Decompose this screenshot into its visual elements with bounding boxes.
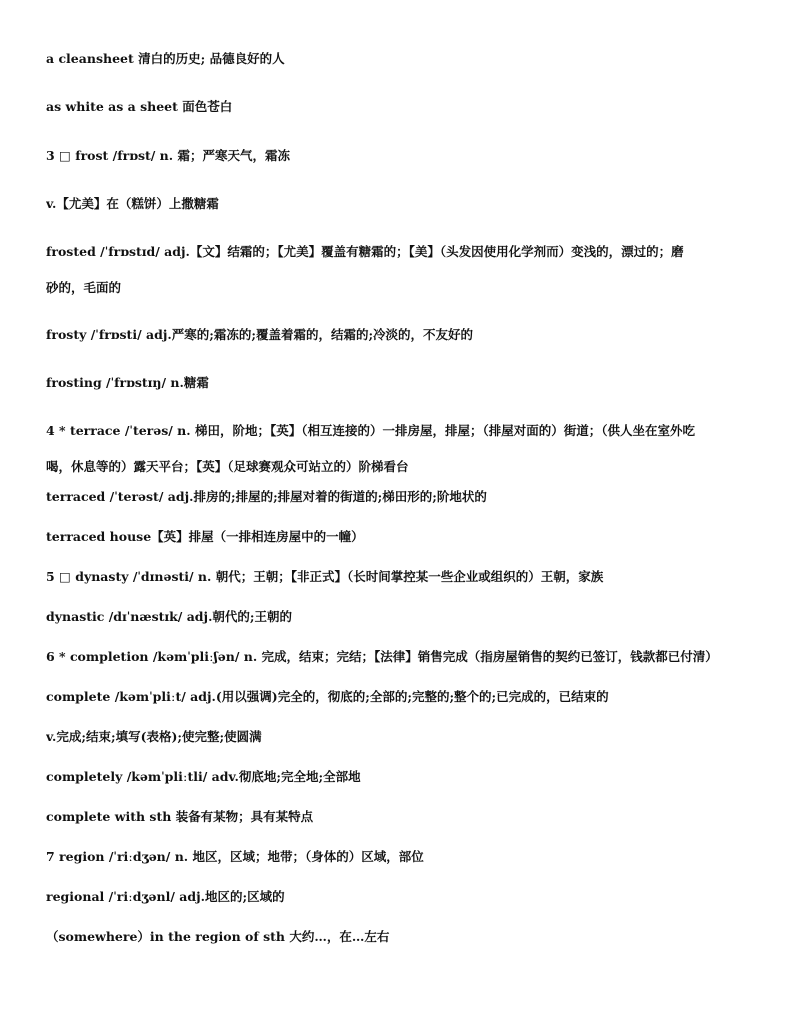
entry-terraced-house: terraced house【英】排屋（一排相连房屋中的一幢） — [46, 529, 364, 544]
entry-completely: completely /kəmˈpliːtli/ adv.彻底地;完全地;全部地 — [46, 769, 361, 784]
entry-in-the-region-of: （somewhere）in the region of sth 大约…，在…左右 — [46, 929, 390, 944]
entry-complete-verb: v.完成;结束;填写(表格);使完整;使圆满 — [46, 729, 262, 744]
entry-frosting: frosting /ˈfrɒstɪŋ/ n.糖霜 — [46, 375, 209, 390]
entry-frosted-line-2: 砂的，毛面的 — [46, 280, 122, 295]
entry-terrace — [46, 413, 752, 485]
entry-white-as-a-sheet: as white as a sheet 面色苍白 — [46, 99, 233, 114]
entry-frosted-line-1: frosted /ˈfrɒstɪd/ adj.【文】结霜的；【尤美】覆盖有糖霜的；【美】（头发因使用化学剂而）变浅的，漂过的；磨 — [46, 244, 684, 259]
entry-complete-adj: complete /kəmˈpliːt/ adj.(用以强调)完全的，彻底的;全部的;完整的;整个的;已完成的，已结束的 — [46, 689, 609, 704]
entry-terrace-line-2: 喝，休息等的）露天平台；【英】（足球赛观众可站立的）阶梯看台 — [46, 459, 409, 474]
entry-regional: regional /ˈriːdʒənl/ adj.地区的;区域的 — [46, 889, 285, 904]
entry-dynasty: 5 □ dynasty /ˈdɪnəsti/ n. 朝代；王朝；【非正式】（长时间掌控某一些企业或组织的）王朝，家族 — [46, 569, 604, 584]
entry-frost-verb: v.【尤美】在（糕饼）上撒糖霜 — [46, 196, 219, 211]
entry-cleansheet: a cleansheet 清白的历史; 品德良好的人 — [46, 51, 285, 66]
entry-region: 7 region /ˈriːdʒən/ n. 地区，区域；地带；（身体的）区域，部位 — [46, 849, 424, 864]
entry-terrace-line-1: 4 * terrace /ˈterəs/ n. 梯田，阶地；【英】（相互连接的）一排房屋，排屋；（排屋对面的）街道；（供人坐在室外吃 — [46, 423, 695, 438]
entry-frosty: frosty /ˈfrɒsti/ adj.严寒的;霜冻的;覆盖着霜的，结霜的;冷淡的，不友好的 — [46, 327, 474, 342]
entry-complete-with: complete with sth 装备有某物；具有某特点 — [46, 809, 314, 824]
entry-completion: 6 * completion /kəmˈpliːʃən/ n. 完成，结束；完结；【法律】销售完成（指房屋销售的契约已签订，钱款都已付清） — [46, 649, 718, 664]
entry-dynastic: dynastic /dɪˈnæstɪk/ adj.朝代的;王朝的 — [46, 609, 293, 624]
entry-terraced: terraced /ˈterəst/ adj.排房的;排屋的;排屋对着的街道的;梯田形的;阶地状的 — [46, 489, 487, 504]
entry-frost: 3 □ frost /frɒst/ n. 霜；严寒天气，霜冻 — [46, 148, 290, 163]
entry-frosted — [46, 234, 752, 306]
